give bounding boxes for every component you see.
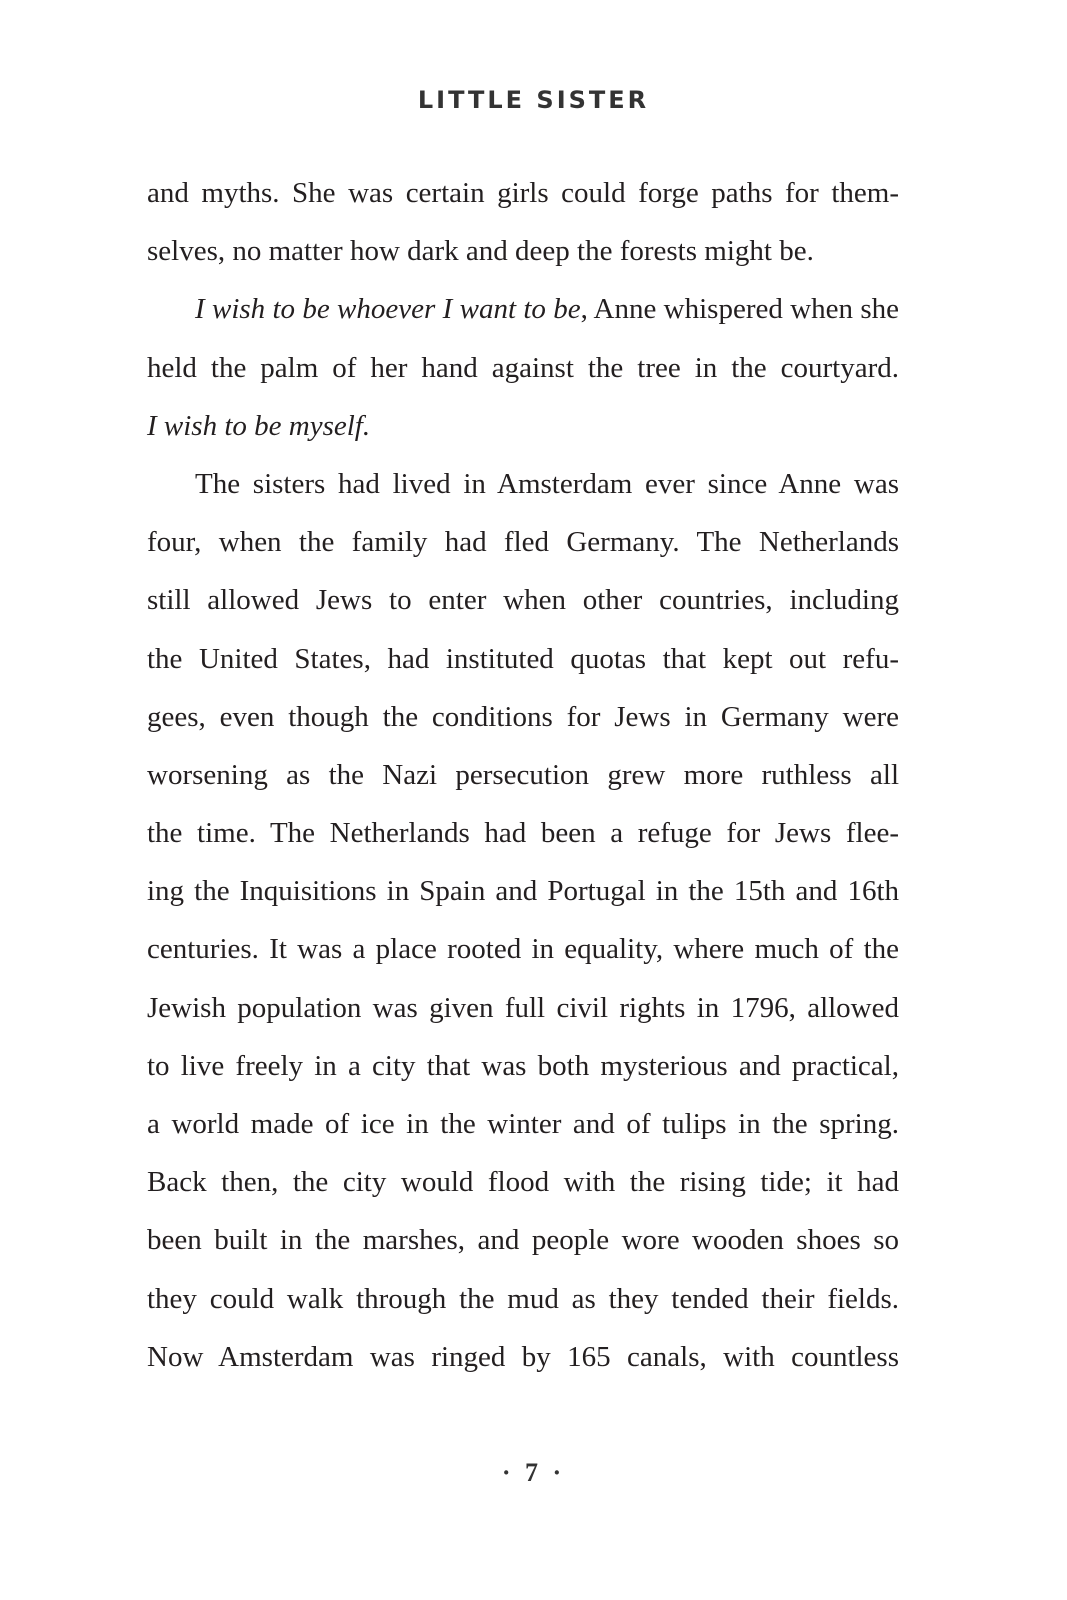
text-line: four, when the family had fled Germany. The Netherlands — [147, 526, 899, 559]
text-line: gees, even though the conditions for Jews in Germany were — [147, 700, 899, 733]
body-text — [147, 164, 899, 1386]
text-line: ing the Inquisitions in Spain and Portugal in the 15th and 16th — [147, 875, 899, 908]
text-line: held the palm of her hand against the tree in the courtyard. — [147, 351, 899, 384]
text-line: been built in the marshes, and people wore wooden shoes so — [147, 1224, 899, 1257]
text-line: the United States, had instituted quotas that kept out refu- — [147, 642, 899, 675]
italic-thought: I wish to be myself. — [147, 409, 371, 442]
text-line: still allowed Jews to enter when other countries, including — [147, 584, 899, 617]
text-line: and myths. She was certain girls could forge paths for them- — [147, 177, 899, 209]
text-run: , Anne whispered when she — [580, 293, 899, 326]
page-number: · 7 · — [501, 1458, 566, 1487]
text-line: a world made of ice in the winter and of tulips in the spring. — [147, 1108, 899, 1140]
text-line: Back then, the city would flood with the rising tide; it had — [147, 1166, 899, 1199]
text-line: Jewish population was given full civil rights in 1796, allowed — [147, 991, 899, 1024]
text-line: they could walk through the mud as they tended their fields. — [147, 1282, 899, 1315]
text-line: worsening as the Nazi persecution grew more ruthless all — [147, 758, 899, 791]
text-line — [147, 397, 899, 455]
text-line: The sisters had lived in Amsterdam ever since Anne was — [195, 467, 899, 500]
italic-thought: I wish to be whoever I want to be — [195, 293, 581, 326]
text-line: selves, no matter how dark and deep the forests might be. — [147, 235, 814, 268]
text-line: centuries. It was a place rooted in equality, where much of the — [147, 933, 899, 966]
text-line: Now Amsterdam was ringed by 165 canals, with countless — [147, 1340, 899, 1373]
text-line — [147, 280, 899, 338]
running-head: LITTLE SISTER — [417, 86, 650, 114]
text-line: to live freely in a city that was both mysterious and practical, — [147, 1049, 899, 1082]
text-line: the time. The Netherlands had been a refuge for Jews flee- — [147, 817, 899, 850]
